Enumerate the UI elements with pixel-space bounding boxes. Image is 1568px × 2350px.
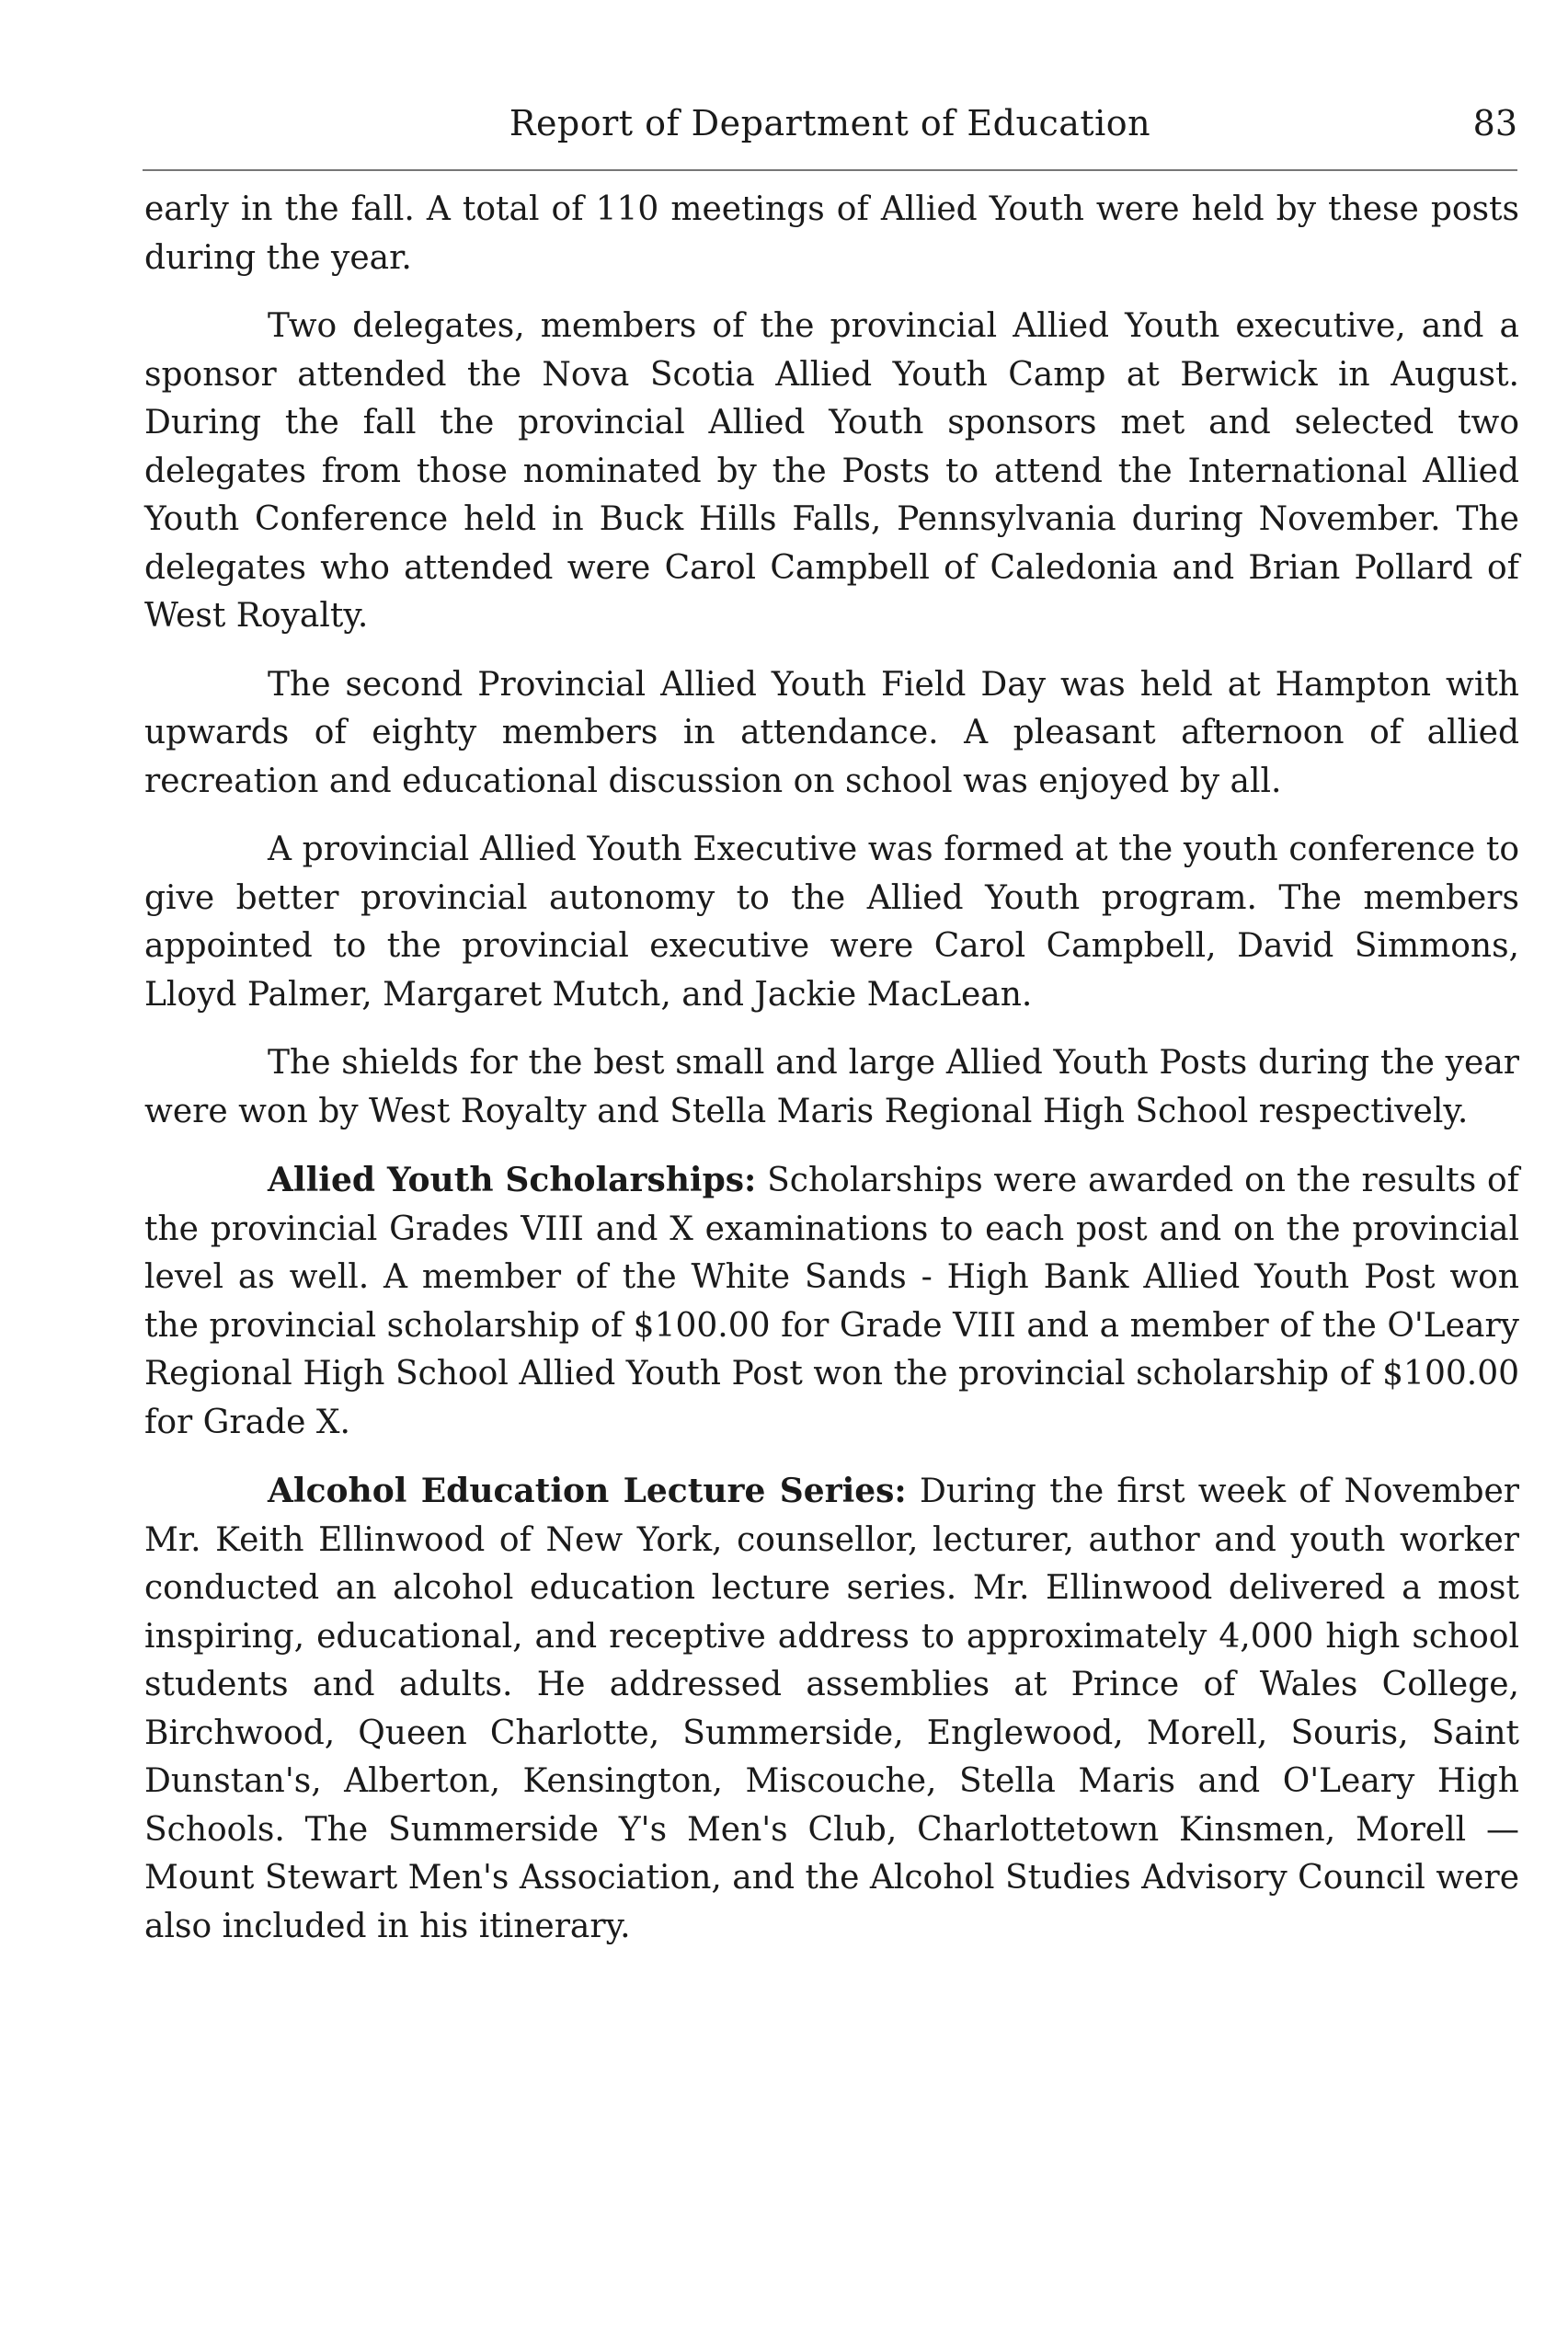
paragraph-shields xyxy=(144,1039,1519,1136)
section-heading-lecture-series: Alcohol Education Lecture Series: xyxy=(268,1472,907,1510)
paragraph-delegates xyxy=(144,303,1519,641)
paragraph-executive xyxy=(144,826,1519,1019)
paragraph-text: The second Provincial Allied Youth Field Day was held at Hampton with upwards of eighty members in attendance. A pleasant afternoon of allied recreation and educational discussion on school was enjoyed by all. xyxy=(144,665,1519,800)
paragraph-continuation xyxy=(144,186,1519,282)
paragraph-text: The shields for the best small and large Allied Youth Posts during the year were won by West Royalty and Stella Maris Regional High School respectively. xyxy=(144,1044,1519,1130)
page-number: 83 xyxy=(1472,103,1517,143)
paragraph-text: Two delegates, members of the provincial Allied Youth executive, and a sponsor attended the Nova Scotia Allied Youth Camp at Berwick in August. During the fall the provincial Allied Youth sponsors met and selected two delegates from those nominated by the Posts to attend the International Allied Youth Conference held in Buck Hills Falls, Pennsylvania during November. The delegates who attended were Carol Campbell of Caledonia and Brian Pollard of West Royalty. xyxy=(144,307,1519,635)
section-heading-scholarships: Allied Youth Scholarships: xyxy=(268,1161,757,1199)
running-head xyxy=(143,103,1517,158)
paragraph-text: Scholarships were awarded on the results of the provincial Grades VIII and X examinations to each post and on the provincial level as well. A member of the White Sands - High Bank Allied Youth Post won the provincial scholarship of $100.00 for Grade VIII and a member of the O'Leary Regional High School Allied Youth Post won the provincial scholarship of $100.00 for Grade X. xyxy=(144,1162,1520,1441)
running-title: Report of Department of Education xyxy=(509,103,1151,143)
paragraph-text: early in the fall. A total of 110 meetings of Allied Youth were held by these posts during the year. xyxy=(144,190,1519,277)
header-rule xyxy=(143,169,1517,171)
paragraph-scholarships xyxy=(144,1156,1519,1447)
body-text xyxy=(144,186,1519,1971)
paragraph-text: A provincial Allied Youth Executive was formed at the youth conference to give better provincial autonomy to the Allied Youth program. The members appointed to the provincial executive were Carol Campbell, David Simmons, Lloyd Palmer, Margaret Mutch, and Jackie MacLean. xyxy=(144,831,1519,1014)
paragraph-field-day xyxy=(144,661,1519,807)
paragraph-text: During the first week of November Mr. Keith Ellinwood of New York, counsellor, lecturer, author and youth worker conducted an alcohol education lecture series. Mr. Ellinwood delivered a most inspiring, educational, and receptive address to approximately 4,000 high school students and adults. He addressed assemblies at Prince of Wales College, Birchwood, Queen Charlotte, Summerside, Englewood, Morell, Souris, Saint Dunstan's, Alberton, Kensington, Miscouche, Stella Maris and O'Leary High Schools. The Summerside Y's Men's Club, Charlottetown Kinsmen, Morell — Mount Stewart Men's Association, and the Alcohol Studies Advisory Council were also included in his itinerary. xyxy=(144,1473,1519,1945)
paragraph-lecture-series xyxy=(144,1467,1519,1951)
